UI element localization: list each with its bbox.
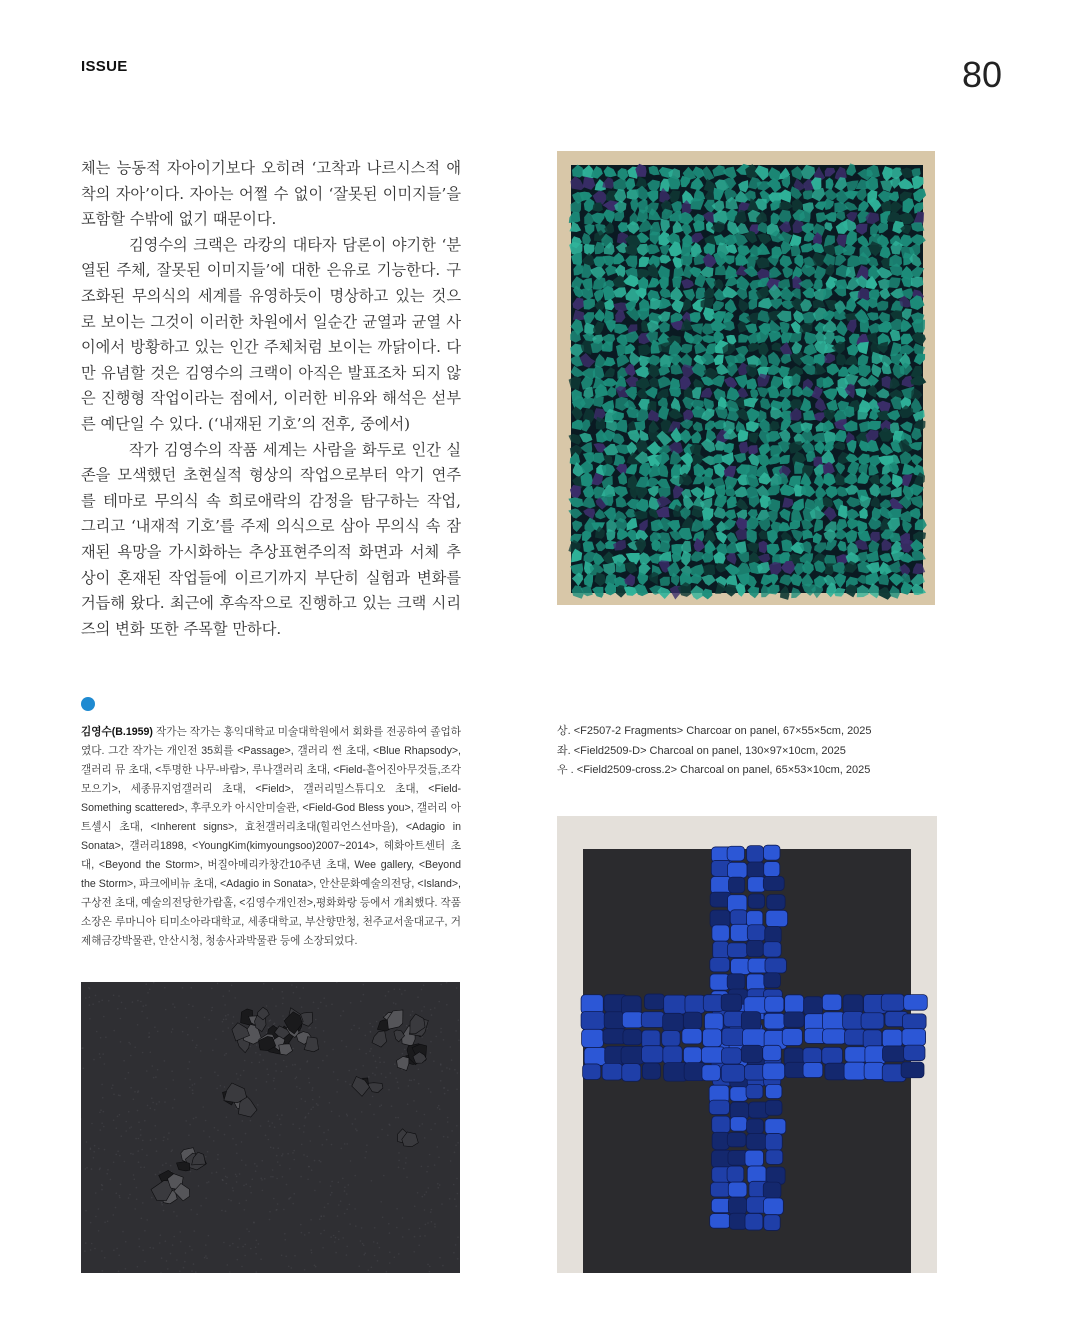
bio-text: 작가는 작가는 홍익대학교 미술대학원에서 회화를 전공하여 졸업하였다. 그간 작가는 개인전 35회를 <Passage>, 갤러리 썬 초대, <Blue Rhapsody>, 갤러리 뮤 초대, <투명한 나무-바람>, 루나갤러리 초대, <Field-흩어진아무것들,조각모으기>, 세종뮤지엄갤러리 초대, <Field>, 갤러리밀스튜디오 초대, <Field-Something scattered>, 후쿠오카 아시안미술관, <Field-God Bless you>, 갤러리 아트셀시 초대, <Inherent signs>, 효천갤러리초대(힐리언스선마을), <Adagio in Sonata>, 갤러리1898, <YoungKim(kimyoungsoo)2007~2014>, 헤화아트센터 초대, <Beyond the Storm>, 버질아메리카창간10주년 초대, Wee gallery, <Beyond the Storm>, 파크에비뉴 초대, <Adagio in Sonata>, 안산문화예술의전당, <Island>, 구상전 초대, 예술의전당한가람홀, <김영수개인전>,평화화랑 등에서 개최했다. 작품 소장은 루마니아 티미소아라대학교, 세종대학교, 부산향만청, 천주교서울대교구, 거제해금강박물관, 안산시청, 청송사과박물관 등에 소장되었다.: [81, 726, 461, 947]
article-body: [81, 156, 461, 642]
artwork-cross-image: [557, 816, 937, 1273]
paragraph: 작가 김영수의 작품 세계는 사람을 화두로 인간 실존을 모색했던 초현실적 형상의 작업으로부터 악기 연주를 테마로 무의식 속 희로애락의 감정을 탐구하는 작업, 그리고 ‘내재적 기호’를 주제 의식으로 삼아 무의식 속 잠재된 욕망을 가시화하는 추상표현주의적 화면과 서체 추상이 혼재된 작업들에 이르기까지 부단히 실험과 변화를 거듭해 왔다. 최근에 후속작으로 진행하고 있는 크랙 시리즈의 변화 또한 주목할 만하다.: [81, 440, 461, 638]
page-number: 80: [961, 54, 1002, 95]
artwork-captions: [557, 722, 937, 781]
caption-right: 우 . <Field2509-cross.2> Charcoal on panel, 65×53×10cm, 2025: [557, 764, 871, 776]
artist-bio: [81, 723, 461, 951]
bullet-dot-icon: [81, 697, 95, 711]
caption-left: 좌. <Field2509-D> Charcoal on panel, 130×97×10cm, 2025: [557, 744, 846, 757]
caption-top: 상. <F2507-2 Fragments> Charcoar on panel, 67×55×5cm, 2025: [557, 725, 872, 737]
artist-name: 김영수(B.1959): [81, 726, 153, 738]
artwork-fragments-image: [557, 151, 935, 605]
artwork-charcoal-image: [81, 982, 460, 1273]
paragraph: 김영수의 크랙은 라캉의 대타자 담론이 야기한 ‘분열된 주체, 잘못된 이미지들’에 대한 은유로 기능한다. 구조화된 무의식의 세계를 유영하듯이 명상하고 있는 것으로 보이는 그것이 이러한 차원에서 일순간 균열과 균열 사이에서 방황하고 있는 인간 주체처럼 보이는 까닭이다. 다만 유념할 것은 김영수의 크랙이 아직은 발표조차 되지 않은 진행형 작업이라는 점에서, 이러한 비유와 해석은 섣부른 예단일 수 있다. (‘내재된 기호’의 전후, 중에서): [81, 235, 461, 433]
section-label: ISSUE: [81, 58, 128, 75]
paragraph: 체는 능동적 자아이기보다 오히려 ‘고착과 나르시스적 애착의 자아’이다. 자아는 어쩔 수 없이 ‘잘못된 이미지들’을 포함할 수밖에 없기 때문이다.: [81, 159, 461, 229]
